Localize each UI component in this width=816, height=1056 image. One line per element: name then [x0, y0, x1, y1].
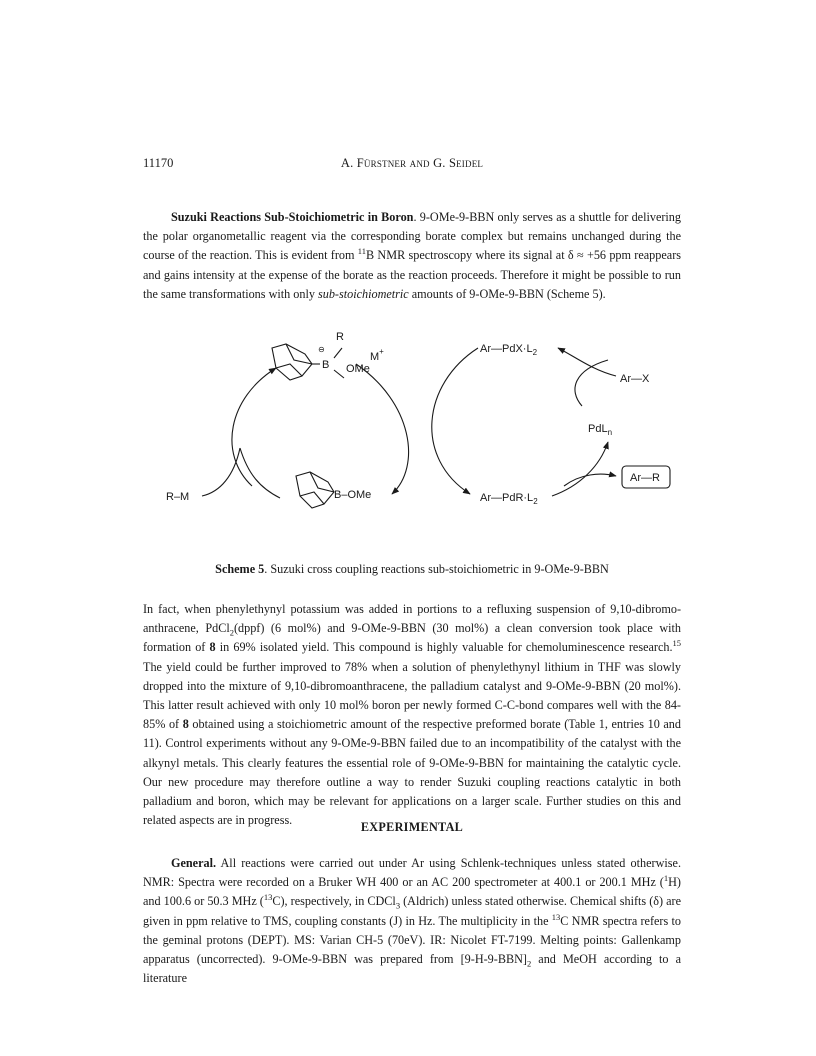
paragraph-suzuki-sub-stoichiometric: [143, 208, 681, 304]
text-run: B NMR spectroscopy where its signal at δ ≈ +56 ppm reappears and gains intensity at the expense of the borate as the reaction proceeds. Therefore it might be possible to run the same transformations with only: [143, 248, 681, 301]
text-run: In fact, when phenylethynyl potassium was added in portions to a refluxing suspension of 9,10-dibromo-anthracene, PdCl: [143, 602, 681, 636]
label-minus: ⊖: [318, 345, 325, 354]
label-r: R: [336, 331, 344, 343]
text-run: C), respectively, in CDCl: [272, 894, 396, 909]
label-ar-pdx: $Ar—PdX\cdot L_2$: [480, 343, 538, 357]
caption-text: . Suzuki cross coupling reactions sub-stoichiometric in 9-OMe-9-BBN: [264, 562, 609, 576]
scheme-5-catalytic-cycle: [160, 326, 680, 522]
paragraph-in-fact: [143, 600, 681, 830]
scheme-caption: [143, 562, 681, 577]
running-head: A. Fürstner and G. Seidel: [340, 156, 484, 170]
superscript: 13: [263, 892, 273, 903]
text-run: All reactions were carried out under Ar using Schlenk-techniques unless stated otherwise. NMR: Spectra were recorded on a Bruker WH 400 or an AC 200 spectrometer at 400.1 or 200.1 MHz (: [143, 856, 681, 890]
section-title-experimental: EXPERIMENTAL: [360, 820, 464, 834]
label-ar-pdr: $Ar—PdR\cdot L_2$: [480, 492, 538, 506]
arrow-borate-to-bbn: [356, 364, 409, 494]
bond-b-ome: [334, 370, 344, 378]
label-ar-x: Ar—X: [620, 373, 650, 385]
text-run: (dppf) (6 mol%) and 9-OMe-9-BBN (30 mol%) a clean conversion took place with formation of: [143, 621, 681, 655]
paragraph-general: [143, 854, 681, 988]
superscript: 11: [357, 246, 366, 257]
compound-number: 8: [182, 717, 189, 732]
subscript: 3: [395, 900, 401, 911]
text-run: C NMR spectra refers to the geminal protons (DEPT). MS: Varian CH-5 (70eV). IR: Nicolet FT-7199. Melting points: Gallenkamp apparatus (uncorrected). 9-OMe-9-BBN was prepared from [9-H-9-BBN]: [143, 913, 681, 967]
scheme-diagram: [160, 326, 680, 522]
page-header: [143, 156, 681, 174]
arrow-reductive-elimination: [552, 442, 608, 496]
paragraph-heading: Suzuki Reactions Sub-Stoichiometric in Boron: [171, 210, 414, 224]
italic-text: sub-stoichiometric: [318, 286, 409, 301]
arrow-product-release: [564, 474, 616, 486]
compound-number: 8: [209, 640, 216, 655]
arrow-oxidative-addition: [558, 348, 616, 376]
text-run: amounts of 9-OMe-9-BBN (Scheme 5).: [408, 286, 606, 301]
borate-bicycle-structure: [272, 344, 312, 380]
caption-label: Scheme 5: [215, 562, 265, 576]
label-b-ome: B–OMe: [334, 489, 372, 501]
superscript: 1: [663, 873, 669, 884]
arrow-borate-formation: [232, 368, 276, 486]
label-m-plus: M+: [370, 347, 384, 363]
text-run: The yield could be further improved to 78% when a solution of phenylethynyl lithium in THF was slowly dropped into the mixture of 9,10-dibromoanthracene, the palladium catalyst and 9-OMe-9-BBN (20 mol%). This latter result achieved with only 10 mol% boron per newly formed C-C-bond compares well with the 84-85% of: [143, 659, 681, 732]
subscript: 2: [229, 627, 234, 638]
paragraph-heading: General.: [171, 856, 217, 870]
label-ome: OMe: [346, 363, 370, 375]
text-run: and MeOH according to a literature: [143, 952, 681, 986]
arrow-left-return: [240, 448, 280, 498]
text-run: H) and 100.6 or 50.3 MHz (: [143, 875, 681, 909]
text-run: obtained using a stoichiometric amount of the respective preformed borate (Table 1, entries 10 and 11). Control experiments without any 9-OMe-9-BBN failed due to an incompatibility of the catalyst with the alkynyl metals. This clearly features the essential role of 9-OMe-9-BBN for maintaining the catalytic cycle. Our new procedure may therefore outline a way to render Suzuki coupling reactions catalytic in both palladium and boron, which may be relevant for applications on a larger scale. Further studies on this and related aspects are in progress.: [143, 717, 681, 828]
text-run: . 9-OMe-9-BBN only serves as a shuttle for delivering the polar organometallic reagent via the corresponding borate complex but remains unchanged during the course of the reaction. This is evident from: [143, 210, 681, 263]
label-ar-r: Ar—R: [630, 472, 660, 484]
label-b: B: [322, 359, 330, 371]
label-pdln: PdL$_n$: [588, 423, 613, 437]
bbn-bicycle-structure: [296, 472, 334, 508]
page-number: 11170: [143, 156, 174, 170]
text-run: in 69% isolated yield. This compound is highly valuable for chemoluminescence research.: [215, 640, 673, 655]
subscript: 2: [526, 958, 532, 969]
arrow-transmetalation: [432, 348, 478, 494]
bond-b-r: [334, 348, 342, 358]
reference-superscript: 15: [672, 638, 681, 649]
text-run: (Aldrich) unless stated otherwise. Chemical shifts (δ) are given in ppm relative to TMS, coupling constants (J) in Hz. The multiplicity in the: [143, 894, 681, 928]
label-r-m: R–M: [166, 491, 190, 503]
superscript: 13: [551, 911, 561, 922]
